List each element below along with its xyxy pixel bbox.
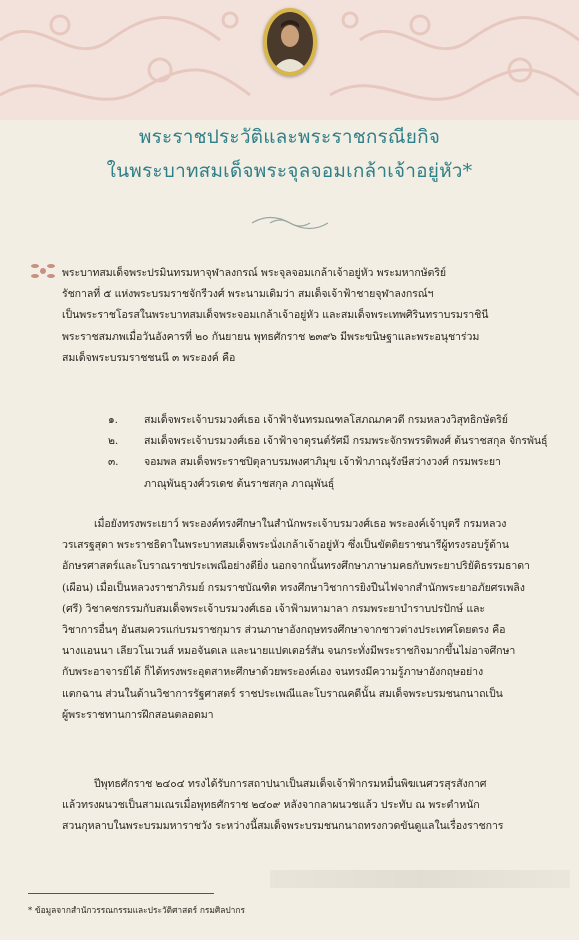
ornament-divider xyxy=(250,212,330,234)
text-line: แล้วทรงผนวชเป็นสามเณรเมื่อพุทธศักราช ๒๔๐๙ หลังจากลาผนวชแล้ว ประทับ ณ พระตำหนัก xyxy=(62,799,480,812)
text-line: (ศรี) วิชาคชกรรมกับสมเด็จพระเจ้าบรมวงศ์เธอ เจ้าฟ้ามหามาลา กรมพระยาบำราบปรปักษ์ และ xyxy=(62,602,486,615)
footnote-rule xyxy=(28,893,214,894)
education-paragraph xyxy=(62,514,554,726)
page-title-line2: ในพระบาทสมเด็จพระจุลจอมเกล้าเจ้าอยู่หัว* xyxy=(106,160,473,182)
text-line: ปีพุทธศักราช ๒๔๐๔ ทรงได้รับการสถาปนาเป็นสมเด็จเจ้าฟ้ากรมหมื่นพิฆเนศวรสุรสังกาศ xyxy=(94,778,487,790)
text-line: พระบาทสมเด็จพระปรมินทรมหาจุฬาลงกรณ์ พระจุลจอมเกล้าเจ้าอยู่หัว พระมหากษัตริย์ xyxy=(62,267,447,279)
text-line: รัชกาลที่ ๕ แห่งพระบรมราชจักรีวงศ์ พระนามเดิมว่า สมเด็จเจ้าฟ้าชายจุฬาลงกรณ์ฯ xyxy=(62,288,434,301)
floral-icon xyxy=(30,260,56,282)
text-line: เป็นพระราชโอรสในพระบาทสมเด็จพระจอมเกล้าเจ้าอยู่หัว และสมเด็จพระเทพศิรินทราบรมราชินี xyxy=(62,309,489,322)
text-line: จอมพล สมเด็จพระราชปิตุลาบรมพงศาภิมุข เจ้าฟ้าภาณุรังษีสว่างวงศ์ กรมพระยา xyxy=(144,456,501,469)
footnote: * ข้อมูลจากสำนักวรรณกรรมและประวัติศาสตร์ กรมศิลปากร xyxy=(28,905,245,915)
list-number: ๑. xyxy=(108,414,118,426)
list-item xyxy=(108,452,558,494)
text-line: สมเด็จพระบรมราชชนนี ๓ พระองค์ คือ xyxy=(62,351,236,364)
text-line: สมเด็จพระเจ้าบรมวงศ์เธอ เจ้าฟ้าจันทรมณฑลโสภณภควดี กรมหลวงวิสุทธิกษัตริย์ xyxy=(144,414,508,426)
intro-paragraph xyxy=(62,263,554,369)
king-portrait xyxy=(263,8,317,76)
text-line: กับพระอาจารย์ได้ ก็ได้ทรงพระอุตสาหะศึกษาด้วยพระองค์เอง จนทรงมีความรู้ภาษาอังกฤษอย่าง xyxy=(62,666,484,679)
list-number: ๒. xyxy=(108,435,119,448)
text-line: แตกฉาน ส่วนในด้านวิชาการรัฐศาสตร์ ราชประเพณีและโบราณคดีนั้น สมเด็จพระบรมชนกนาถเป็น xyxy=(62,687,503,700)
text-line: (เผือน) เมื่อเป็นหลวงราชาภิรมย์ กรมราชบัณฑิต ทรงศึกษาวิชาการยิงปืนไฟจากสำนักพระยาอภัยศรเพลิง xyxy=(62,581,525,594)
text-line: ผู้พระราชทานการฝึกสอนตลอดมา xyxy=(62,708,214,721)
text-line: พระราชสมภพเมื่อวันอังคารที่ ๒๐ กันยายน พุทธศักราช ๒๓๙๖ มีพระขนิษฐาและพระอนุชาร่วม xyxy=(62,330,480,343)
siblings-list xyxy=(108,410,558,495)
titles-paragraph xyxy=(62,774,554,838)
text-line: วรเสรฐสุดา พระราชธิดาในพระบาทสมเด็จพระนั่งเกล้าเจ้าอยู่หัว ซึ่งเป็นขัตติยราชนารีผู้ทรงรอบรู้ด้าน xyxy=(62,539,509,552)
list-number: ๓. xyxy=(108,456,119,469)
text-line: ภาณุพันธุวงศ์วรเดช ต้นราชสกุล ภาณุพันธุ์ xyxy=(144,477,335,490)
header-banner xyxy=(0,0,579,120)
text-line: วิชาการอื่นๆ อันสมควรแก่บรมราชกุมาร ส่วนภาษาอังกฤษทรงศึกษาจากชาวต่างประเทศโดยตรง คือ xyxy=(62,624,506,637)
list-item xyxy=(108,431,558,452)
bleed-through-texture xyxy=(270,870,570,888)
page-title-line1: พระราชประวัติและพระราชกรณียกิจ xyxy=(138,126,441,148)
list-item xyxy=(108,410,558,431)
text-line: อักษรศาสตร์และโบราณราชประเพณีอย่างดียิ่ง นอกจากนั้นทรงศึกษาภาษามคธกับพระยาปริยัติธรรมธาดา xyxy=(62,560,530,573)
text-line: สวนกุหลาบในพระบรมมหาราชวัง ระหว่างนี้สมเด็จพระบรมชนกนาถทรงกวดขันดูแลในเรื่องราชการ xyxy=(62,820,504,833)
text-line: สมเด็จพระเจ้าบรมวงศ์เธอ เจ้าฟ้าจาตุรนต์รัศมี กรมพระจักรพรรดิพงศ์ ต้นราชสกุล จักรพันธุ์ xyxy=(144,435,548,448)
text-line: นางแอนนา เลียวโนเวนส์ หมอจันดเล และนายแปตเตอร์สัน จนกระทั่งมีพระราชกิจมากขึ้นไม่อาจศึกษา xyxy=(62,645,516,658)
text-line: เมื่อยังทรงพระเยาว์ พระองค์ทรงศึกษาในสำนักพระเจ้าบรมวงศ์เธอ พระองค์เจ้าบุตรี กรมหลวง xyxy=(94,518,507,530)
